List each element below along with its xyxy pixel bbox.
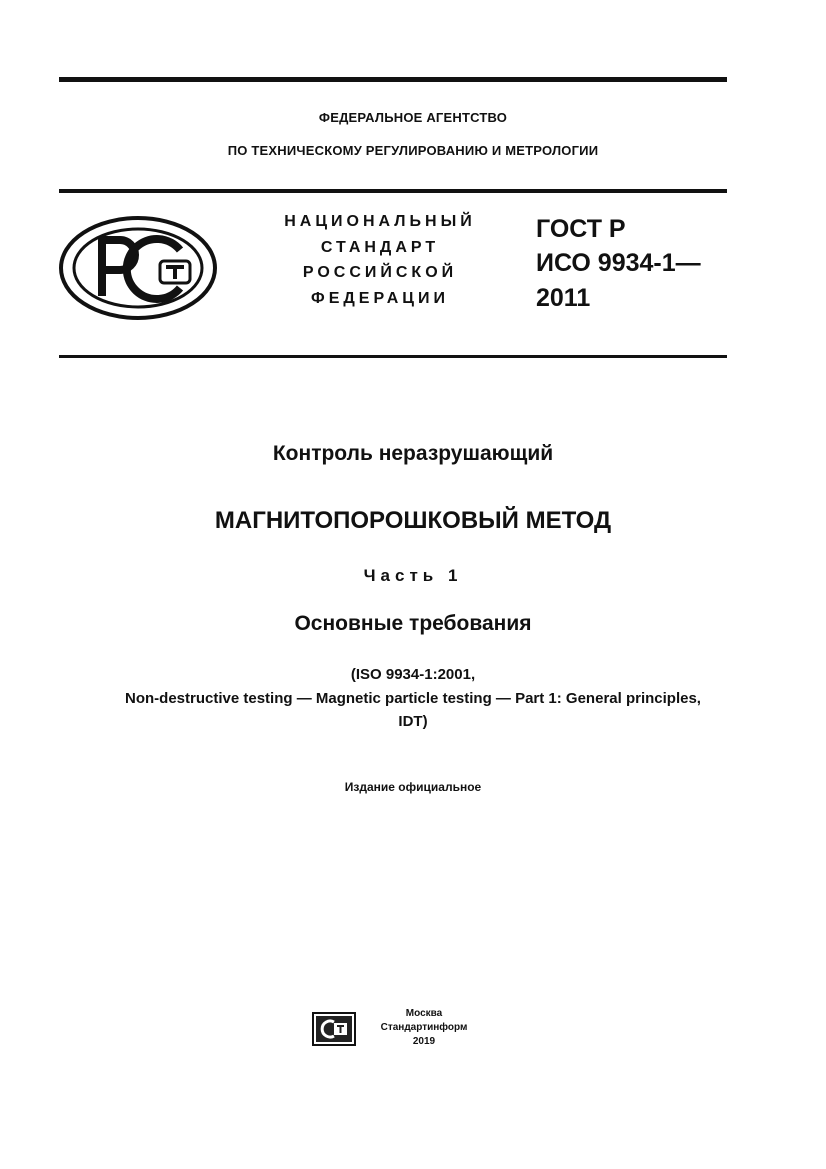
designation-line-1: ГОСТ Р [536, 215, 626, 243]
rst-certification-emblem-icon [58, 214, 218, 322]
iso-reference-line-2: Non-destructive testing — Magnetic particle testing — Part 1: General principles, [125, 690, 701, 707]
middle-rule [59, 189, 727, 193]
document-method-title: МАГНИТОПОРОШКОВЫЙ МЕТОД [214, 507, 612, 534]
agency-line-2: ПО ТЕХНИЧЕСКОМУ РЕГУЛИРОВАНИЮ И МЕТРОЛОГИИ [227, 143, 599, 158]
part-number: Часть 1 [363, 566, 463, 585]
document-title: Контроль неразрушающий [272, 442, 554, 465]
designation-line-2: ИСО 9934-1— [536, 249, 701, 277]
national-line-1: НАЦИОНАЛЬНЫЙ [284, 213, 476, 230]
national-line-4: ФЕДЕРАЦИИ [311, 290, 449, 307]
agency-line-1: ФЕДЕРАЛЬНОЕ АГЕНТСТВО [318, 110, 508, 125]
standartinform-logo-icon [312, 1012, 356, 1046]
publication-year: 2019 [412, 1036, 436, 1047]
document-subtitle: Основные требования [294, 612, 532, 635]
publisher-name: Стандартинформ [380, 1022, 468, 1033]
national-line-2: СТАНДАРТ [320, 239, 440, 256]
national-line-3: РОССИЙСКОЙ [302, 264, 458, 281]
iso-reference-line-3: IDT) [398, 713, 428, 730]
designation-line-3: 2011 [536, 284, 591, 312]
iso-reference-line-1: (ISO 9934-1:2001, [350, 666, 476, 683]
publisher-city: Москва [405, 1008, 443, 1019]
bottom-rule [59, 355, 727, 358]
edition-label: Издание официальное [344, 780, 482, 794]
top-rule [59, 77, 727, 82]
